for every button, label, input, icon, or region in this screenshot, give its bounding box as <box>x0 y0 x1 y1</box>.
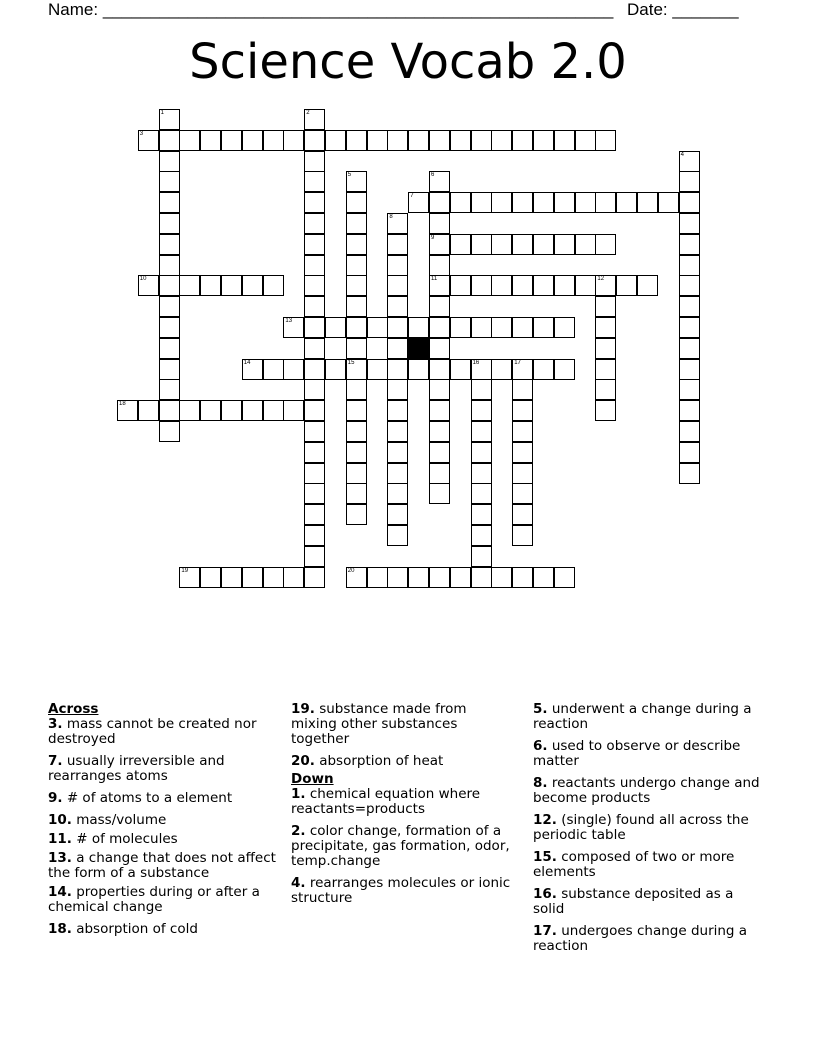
grid-cell[interactable] <box>512 567 533 588</box>
grid-cell[interactable] <box>512 317 533 338</box>
clues-column-1 <box>48 702 280 944</box>
grid-cell[interactable] <box>679 338 700 359</box>
grid-cell[interactable] <box>283 359 304 380</box>
grid-cell[interactable] <box>138 275 159 296</box>
grid-cell[interactable] <box>387 567 408 588</box>
grid-cell[interactable] <box>159 317 180 338</box>
clue-across-18: 18. absorption of cold <box>48 921 198 937</box>
grid-cell[interactable] <box>491 567 512 588</box>
grid-cell[interactable] <box>429 275 450 296</box>
grid-cell[interactable] <box>283 567 304 588</box>
grid-cell[interactable] <box>346 379 367 400</box>
across-heading: Across <box>48 701 99 717</box>
grid-cell[interactable] <box>429 421 450 442</box>
grid-cell[interactable] <box>408 567 429 588</box>
clue-across-10: 10. mass/volume <box>48 812 167 828</box>
grid-cell[interactable] <box>367 567 388 588</box>
grid-cell[interactable] <box>637 275 658 296</box>
grid-cell[interactable] <box>159 213 180 234</box>
grid-cell[interactable] <box>616 275 637 296</box>
grid-cell[interactable] <box>387 379 408 400</box>
clue-down-2: 2. color change, formation of a precipitate, gas formation, odor, temp.change <box>291 823 510 869</box>
grid-cell[interactable] <box>575 234 596 255</box>
grid-cell[interactable] <box>429 317 450 338</box>
grid-cell[interactable] <box>304 317 325 338</box>
grid-cell[interactable] <box>533 359 554 380</box>
clue-across-3: 3. mass cannot be created nor destroyed <box>48 716 257 747</box>
clues-column-3 <box>533 702 761 961</box>
grid-cell[interactable] <box>575 130 596 151</box>
grid-cell[interactable] <box>304 109 325 130</box>
grid-cell[interactable] <box>595 275 616 296</box>
grid-cell[interactable] <box>429 171 450 192</box>
grid-cell[interactable] <box>450 234 471 255</box>
clue-down-12: 12. (single) found all across the periodic table <box>533 812 749 843</box>
grid-cell[interactable] <box>679 421 700 442</box>
grid-cell[interactable] <box>533 275 554 296</box>
clue-number: 10 <box>139 276 147 283</box>
grid-cell[interactable] <box>387 130 408 151</box>
grid-cell[interactable] <box>304 296 325 317</box>
clue-number: 5 <box>347 172 352 179</box>
grid-cell[interactable] <box>387 234 408 255</box>
grid-cell[interactable] <box>554 567 575 588</box>
name-label: Name: <box>48 0 99 19</box>
grid-cell[interactable] <box>138 400 159 421</box>
grid-cell[interactable] <box>471 192 492 213</box>
grid-cell[interactable] <box>304 234 325 255</box>
grid-cell[interactable] <box>512 525 533 546</box>
page-title: Science Vocab 2.0 <box>189 34 627 90</box>
grid-cell[interactable] <box>429 192 450 213</box>
grid-cell[interactable] <box>263 130 284 151</box>
date-blank[interactable]: _______ <box>672 0 739 19</box>
clue-number: 7 <box>410 193 414 200</box>
grid-cell[interactable] <box>533 192 554 213</box>
clue-down-5: 5. underwent a change during a reaction <box>533 701 752 732</box>
grid-cell[interactable] <box>429 379 450 400</box>
grid-cell[interactable] <box>221 130 242 151</box>
date-label: Date: <box>627 0 668 19</box>
grid-cell[interactable] <box>242 130 263 151</box>
grid-cell[interactable] <box>387 421 408 442</box>
clue-across-9: 9. # of atoms to a element <box>48 790 233 806</box>
grid-cell[interactable] <box>429 296 450 317</box>
grid-cell[interactable] <box>304 442 325 463</box>
grid-cell[interactable] <box>159 130 180 151</box>
grid-cell[interactable] <box>179 275 200 296</box>
clue-number: 19 <box>181 567 189 574</box>
grid-cell[interactable] <box>304 213 325 234</box>
grid-cell[interactable] <box>346 255 367 276</box>
name-blank[interactable]: ______________________________________________________ <box>102 0 614 19</box>
clue-number: 3 <box>139 130 144 137</box>
grid-cell[interactable] <box>429 130 450 151</box>
grid-cell[interactable] <box>387 483 408 504</box>
grid-cell[interactable] <box>512 442 533 463</box>
grid-cell[interactable] <box>304 151 325 172</box>
grid-cell[interactable] <box>283 130 304 151</box>
grid-cell[interactable] <box>471 483 492 504</box>
clue-number: 11 <box>431 276 438 283</box>
grid-cell[interactable] <box>117 400 138 421</box>
grid-cell[interactable] <box>325 359 346 380</box>
grid-cell[interactable] <box>408 359 429 380</box>
grid-cell[interactable] <box>304 483 325 504</box>
grid-cell[interactable] <box>595 317 616 338</box>
clue-number: 9 <box>431 234 435 241</box>
grid-cell[interactable] <box>179 130 200 151</box>
grid-cell[interactable] <box>512 483 533 504</box>
grid-cell[interactable] <box>304 546 325 567</box>
grid-cell[interactable] <box>304 525 325 546</box>
grid-cell[interactable] <box>304 379 325 400</box>
clue-number: 1 <box>160 110 164 116</box>
clue-down-6: 6. used to observe or describe matter <box>533 738 741 769</box>
grid-cell[interactable] <box>595 130 616 151</box>
grid-cell[interactable] <box>471 504 492 525</box>
grid-cell[interactable] <box>471 275 492 296</box>
grid-cell[interactable] <box>138 130 159 151</box>
grid-cell[interactable] <box>304 400 325 421</box>
grid-cell[interactable] <box>304 463 325 484</box>
grid-cell[interactable] <box>387 400 408 421</box>
grid-cell[interactable] <box>159 192 180 213</box>
grid-cell[interactable] <box>533 234 554 255</box>
grid-cell[interactable] <box>408 130 429 151</box>
down-heading: Down <box>291 771 334 787</box>
grid-cell[interactable] <box>450 567 471 588</box>
grid-cell[interactable] <box>346 567 367 588</box>
grid-cell[interactable] <box>221 275 242 296</box>
grid-cell[interactable] <box>554 234 575 255</box>
grid-cell[interactable] <box>429 483 450 504</box>
grid-cell[interactable] <box>595 338 616 359</box>
grid-cell[interactable] <box>283 400 304 421</box>
grid-cell[interactable] <box>471 400 492 421</box>
grid-cell[interactable] <box>159 379 180 400</box>
grid-cell[interactable] <box>679 171 700 192</box>
clue-number: 15 <box>347 359 355 366</box>
grid-cell[interactable] <box>325 130 346 151</box>
grid-cell[interactable] <box>159 296 180 317</box>
grid-cell[interactable] <box>679 442 700 463</box>
grid-cell[interactable] <box>346 213 367 234</box>
grid-cell[interactable] <box>533 567 554 588</box>
grid-cell[interactable] <box>512 421 533 442</box>
grid-cell[interactable] <box>367 130 388 151</box>
grid-cell[interactable] <box>595 192 616 213</box>
clue-down-8: 8. reactants undergo change and become products <box>533 775 760 806</box>
grid-cell[interactable] <box>387 317 408 338</box>
grid-cell[interactable] <box>471 546 492 567</box>
grid-cell[interactable] <box>595 359 616 380</box>
grid-cell[interactable] <box>263 359 284 380</box>
clue-down-1: 1. chemical equation where reactants=products <box>291 786 481 817</box>
clue-across-19: 19. substance made from mixing other substances together <box>291 701 467 747</box>
grid-cell[interactable] <box>471 421 492 442</box>
grid-cell[interactable] <box>346 504 367 525</box>
grid-cell[interactable] <box>304 171 325 192</box>
grid-cell[interactable] <box>450 359 471 380</box>
clue-number: 4 <box>680 151 684 158</box>
grid-cell[interactable] <box>512 130 533 151</box>
grid-cell[interactable] <box>658 192 679 213</box>
grid-cell[interactable] <box>304 130 325 151</box>
grid-cell[interactable] <box>595 379 616 400</box>
grid-cell[interactable] <box>346 421 367 442</box>
grid-cell[interactable] <box>242 275 263 296</box>
grid-cell[interactable] <box>512 400 533 421</box>
grid-cell[interactable] <box>387 338 408 359</box>
clues-column-2 <box>291 702 513 913</box>
grid-cell[interactable] <box>450 317 471 338</box>
grid-cell[interactable] <box>429 442 450 463</box>
grid-cell[interactable] <box>346 463 367 484</box>
grid-cell[interactable] <box>387 525 408 546</box>
grid-cell[interactable] <box>471 379 492 400</box>
grid-cell[interactable] <box>179 400 200 421</box>
grid-cell[interactable] <box>346 130 367 151</box>
clue-number: 13 <box>285 318 293 324</box>
grid-cell[interactable] <box>283 317 304 338</box>
grid-cell[interactable] <box>159 421 180 442</box>
grid-cell[interactable] <box>304 421 325 442</box>
grid-cell[interactable] <box>512 379 533 400</box>
grid-cell[interactable] <box>304 359 325 380</box>
grid-cell[interactable] <box>346 338 367 359</box>
grid-cell[interactable] <box>367 317 388 338</box>
clue-down-4: 4. rearranges molecules or ionic structure <box>291 875 511 906</box>
grid-cell[interactable] <box>471 234 492 255</box>
grid-cell[interactable] <box>512 275 533 296</box>
grid-cell[interactable] <box>679 400 700 421</box>
grid-cell[interactable] <box>346 359 367 380</box>
grid-cell[interactable] <box>679 296 700 317</box>
clue-number: 6 <box>431 172 435 179</box>
grid-cell[interactable] <box>387 213 408 234</box>
grid-cell[interactable] <box>471 130 492 151</box>
grid-cell[interactable] <box>159 109 180 130</box>
grid-cell[interactable] <box>491 234 512 255</box>
grid-cell[interactable] <box>679 192 700 213</box>
grid-cell[interactable] <box>679 255 700 276</box>
grid-cell[interactable] <box>450 275 471 296</box>
grid-cell[interactable] <box>554 275 575 296</box>
grid-cell[interactable] <box>471 442 492 463</box>
grid-cell[interactable] <box>387 504 408 525</box>
grid-cell[interactable] <box>679 359 700 380</box>
grid-cell[interactable] <box>679 213 700 234</box>
grid-cell[interactable] <box>159 151 180 172</box>
clue-number: 17 <box>514 359 521 366</box>
grid-cell[interactable] <box>387 296 408 317</box>
grid-cell[interactable] <box>450 130 471 151</box>
grid-cell[interactable] <box>679 275 700 296</box>
grid-cell[interactable] <box>346 317 367 338</box>
clue-number: 18 <box>119 401 126 408</box>
grid-cell[interactable] <box>512 234 533 255</box>
grid-cell[interactable] <box>408 192 429 213</box>
grid-cell[interactable] <box>387 463 408 484</box>
grid-cell[interactable] <box>512 463 533 484</box>
grid-cell[interactable] <box>554 317 575 338</box>
grid-cell[interactable] <box>304 567 325 588</box>
grid-cell[interactable] <box>429 338 450 359</box>
grid-cell[interactable] <box>387 275 408 296</box>
grid-cell[interactable] <box>346 296 367 317</box>
grid-cell[interactable] <box>512 359 533 380</box>
grid-cell[interactable] <box>242 400 263 421</box>
grid-cell[interactable] <box>200 130 221 151</box>
grid-cell[interactable] <box>429 567 450 588</box>
clue-across-14: 14. properties during or after a chemical change <box>48 884 260 915</box>
grid-cell[interactable] <box>304 192 325 213</box>
grid-cell[interactable] <box>679 151 700 172</box>
grid-cell[interactable] <box>554 192 575 213</box>
clue-down-17: 17. undergoes change during a reaction <box>533 923 748 954</box>
grid-cell[interactable] <box>408 317 429 338</box>
grid-black-cell <box>408 338 429 359</box>
grid-cell[interactable] <box>429 234 450 255</box>
grid-cell[interactable] <box>387 442 408 463</box>
grid-cell[interactable] <box>533 317 554 338</box>
grid-cell[interactable] <box>491 130 512 151</box>
grid-cell[interactable] <box>554 130 575 151</box>
grid-cell[interactable] <box>575 192 596 213</box>
grid-cell[interactable] <box>429 359 450 380</box>
grid-cell[interactable] <box>304 255 325 276</box>
grid-cell[interactable] <box>554 359 575 380</box>
grid-cell[interactable] <box>429 463 450 484</box>
grid-cell[interactable] <box>159 255 180 276</box>
grid-cell[interactable] <box>429 255 450 276</box>
grid-cell[interactable] <box>346 400 367 421</box>
grid-cell[interactable] <box>616 192 637 213</box>
grid-cell[interactable] <box>471 359 492 380</box>
grid-cell[interactable] <box>159 359 180 380</box>
grid-cell[interactable] <box>471 463 492 484</box>
grid-cell[interactable] <box>595 400 616 421</box>
grid-cell[interactable] <box>387 255 408 276</box>
grid-cell[interactable] <box>679 234 700 255</box>
clue-number: 2 <box>306 110 310 116</box>
grid-cell[interactable] <box>471 567 492 588</box>
grid-cell[interactable] <box>200 400 221 421</box>
clue-number: 20 <box>347 567 355 574</box>
grid-cell[interactable] <box>346 192 367 213</box>
grid-cell[interactable] <box>429 400 450 421</box>
grid-cell[interactable] <box>595 234 616 255</box>
clue-across-20: 20. absorption of heat <box>291 753 444 769</box>
grid-cell[interactable] <box>242 567 263 588</box>
grid-cell[interactable] <box>263 400 284 421</box>
grid-cell[interactable] <box>595 296 616 317</box>
grid-cell[interactable] <box>387 359 408 380</box>
grid-cell[interactable] <box>491 192 512 213</box>
grid-cell[interactable] <box>221 567 242 588</box>
clue-across-7: 7. usually irreversible and rearranges atoms <box>48 753 225 784</box>
grid-cell[interactable] <box>491 359 512 380</box>
grid-cell[interactable] <box>367 359 388 380</box>
grid-cell[interactable] <box>637 192 658 213</box>
grid-cell[interactable] <box>679 379 700 400</box>
grid-cell[interactable] <box>159 171 180 192</box>
grid-cell[interactable] <box>346 275 367 296</box>
clue-number: 14 <box>243 359 251 366</box>
grid-cell[interactable] <box>200 275 221 296</box>
grid-cell[interactable] <box>200 567 221 588</box>
grid-cell[interactable] <box>346 483 367 504</box>
grid-cell[interactable] <box>304 275 325 296</box>
grid-cell[interactable] <box>471 525 492 546</box>
grid-cell[interactable] <box>304 504 325 525</box>
clue-number: 16 <box>472 359 480 366</box>
grid-cell[interactable] <box>159 400 180 421</box>
grid-cell[interactable] <box>346 171 367 192</box>
grid-cell[interactable] <box>450 192 471 213</box>
grid-cell[interactable] <box>325 317 346 338</box>
grid-cell[interactable] <box>512 504 533 525</box>
grid-cell[interactable] <box>346 234 367 255</box>
grid-cell[interactable] <box>346 442 367 463</box>
grid-cell[interactable] <box>179 567 200 588</box>
grid-cell[interactable] <box>533 130 554 151</box>
grid-cell[interactable] <box>491 317 512 338</box>
grid-cell[interactable] <box>471 317 492 338</box>
clue-across-13: 13. a change that does not affect the form of a substance <box>48 850 276 881</box>
grid-cell[interactable] <box>512 192 533 213</box>
grid-cell[interactable] <box>679 463 700 484</box>
grid-cell[interactable] <box>159 275 180 296</box>
grid-cell[interactable] <box>429 213 450 234</box>
grid-cell[interactable] <box>491 275 512 296</box>
grid-cell[interactable] <box>575 275 596 296</box>
grid-cell[interactable] <box>263 567 284 588</box>
grid-cell[interactable] <box>304 338 325 359</box>
grid-cell[interactable] <box>221 400 242 421</box>
clue-number: 12 <box>597 276 605 283</box>
clue-down-16: 16. substance deposited as a solid <box>533 886 734 917</box>
grid-cell[interactable] <box>263 275 284 296</box>
clue-number: 8 <box>389 214 393 220</box>
clue-down-15: 15. composed of two or more elements <box>533 849 735 880</box>
grid-cell[interactable] <box>159 234 180 255</box>
grid-cell[interactable] <box>159 338 180 359</box>
grid-cell[interactable] <box>242 359 263 380</box>
grid-cell[interactable] <box>679 317 700 338</box>
clue-across-11: 11. # of molecules <box>48 831 178 847</box>
